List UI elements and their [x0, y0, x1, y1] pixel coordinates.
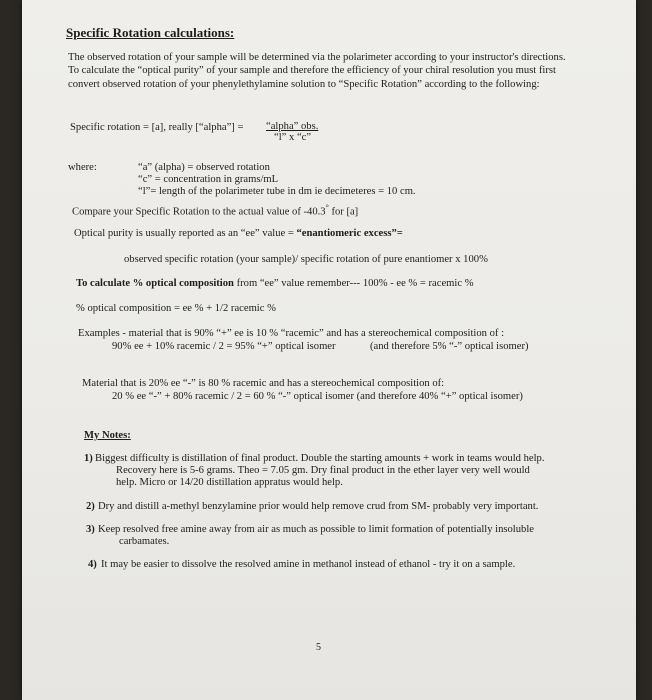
example2-line2: 20 % ee “-” + 80% racemic / 2 = 60 % “-” optical isomer (and therefore 40% “+” optical isomer) [112, 391, 523, 402]
note-2-line-1: Dry and distill a-methyl benzylamine prior would help remove crud from SM- probably very important. [98, 501, 539, 512]
note-1-line-3: help. Micro or 14/20 distillation appratus would help. [116, 477, 343, 488]
compare-text: Compare your Specific Rotation to the actual value of -40.3 [72, 206, 326, 218]
intro-paragraph: The observed rotation of your sample will be determined via the polarimeter according to your instructor's directions. To calculate the “optical purity” of your sample and therefore the efficiency of your chiral resolution you must first convert observed rotation of your phenylethylamine solution to “Specific Rotation” according to the following: [68, 52, 566, 90]
note-3-line-1: Keep resolved free amine away from air as much as possible to limit formation of potentially insoluble [98, 524, 534, 535]
example1-line1: Examples - material that is 90% “+” ee is 10 % “racemic” and has a stereochemical composition of : [78, 328, 505, 339]
formula-denominator: “l” x “c” [274, 132, 312, 143]
note-4-line-1: It may be easier to dissolve the resolved amine in methanol instead of ethanol - try it on a sample. [101, 559, 516, 570]
example1-line2a: 90% ee + 10% racemic / 2 = 95% “+” optical isomer [112, 341, 336, 352]
definition-concentration: “c” = concentration in grams/mL [138, 174, 279, 185]
note-4-number: 4) [88, 559, 97, 570]
example2-line1: Material that is 20% ee “-” is 80 % racemic and has a stereochemical composition of: [82, 378, 445, 389]
definition-alpha: “a” (alpha) = observed rotation [138, 162, 270, 173]
degree-symbol: ° [325, 203, 329, 212]
calc-line [76, 277, 474, 290]
note-1-line-1: Biggest difficulty is distillation of final product. Double the starting amounts + work in teams would help. [95, 453, 545, 464]
note-2-number: 2) [86, 501, 95, 512]
example1-line2b: (and therefore 5% “-” optical isomer) [370, 341, 529, 352]
formula-lhs: Specific rotation = [a], really [“alpha”] = [70, 122, 244, 133]
ee-bold: “enantiomeric excess”= [296, 228, 403, 239]
compare-tail: for [a] [328, 206, 359, 218]
calc-bold: To calculate % optical composition [76, 278, 234, 289]
formula-numerator: “alpha” obs. [266, 121, 319, 132]
note-3-number: 3) [86, 524, 95, 535]
composition-formula: % optical composition = ee % + 1/2 racemic % [76, 303, 276, 314]
document-page [22, 0, 636, 700]
definition-length: “l”= length of the polarimeter tube in dm ie decimeteres = 10 cm. [138, 186, 416, 197]
compare-line [72, 201, 358, 219]
note-1-line-2: Recovery here is 5-6 grams. Theo = 7.05 gm. Dry final product in the ether layer very well would [116, 465, 530, 476]
ee-formula: observed specific rotation (your sample)/ specific rotation of pure enantiomer x 100% [124, 254, 488, 265]
note-1-number: 1) [84, 453, 93, 464]
note-3-line-2: carbamates. [119, 536, 170, 547]
ee-text: Optical purity is usually reported as an “ee” value = [74, 228, 297, 239]
page-number: 5 [316, 642, 321, 653]
section-title: Specific Rotation calculations: [66, 25, 235, 40]
where-label: where: [68, 162, 97, 173]
ee-definition-line [74, 227, 403, 240]
calc-rest: from “ee” value remember--- 100% - ee % = racemic % [233, 278, 474, 289]
notes-heading: My Notes: [84, 430, 131, 441]
